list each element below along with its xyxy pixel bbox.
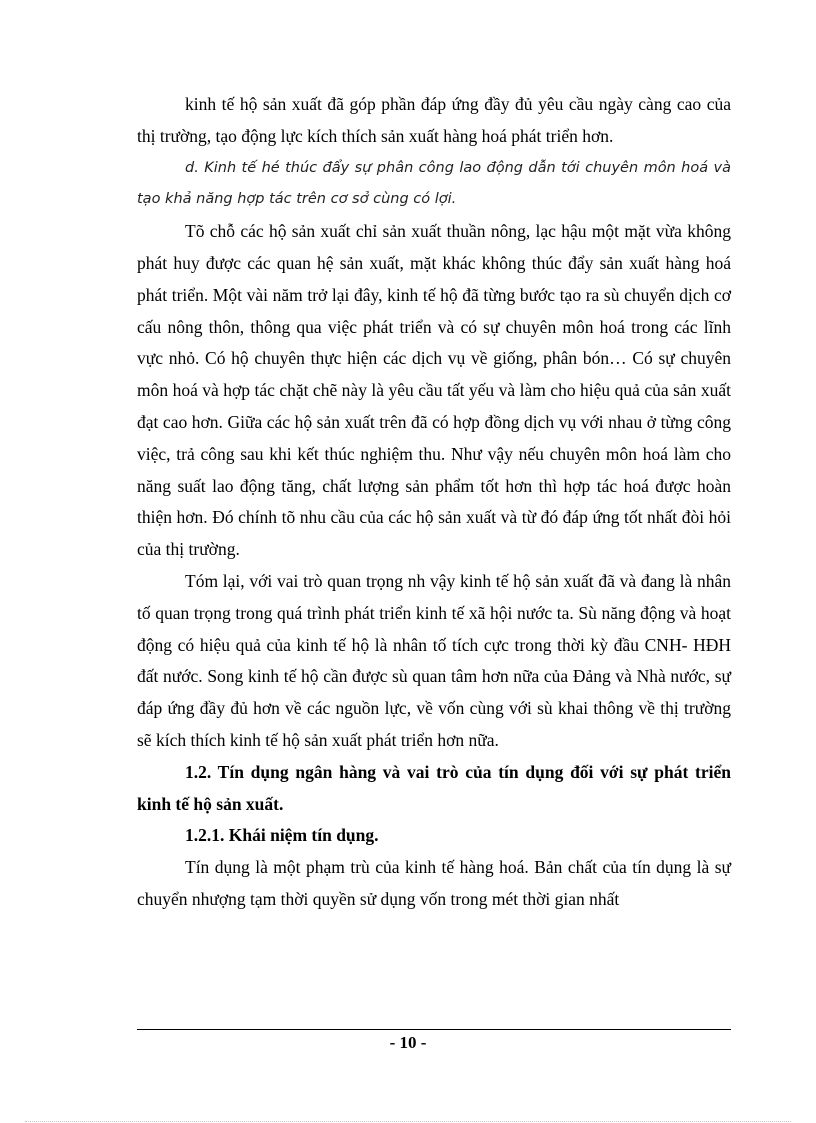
paragraph-market-demand: kinh tế hộ sản xuất đã góp phần đáp ứng đầy đủ yêu cầu ngày càng cao của thị trường, tạo động lực kích thích sản xuất hàng hoá phát triển hơn. xyxy=(137,94,731,146)
paragraph-credit-definition: Tín dụng là một phạm trù của kinh tế hàng hoá. Bản chất của tín dụng là sự chuyển nhượng tạm thời quyền sử dụng vốn trong mét thời gian nhất xyxy=(137,857,731,909)
page-number: - 10 - xyxy=(389,1033,427,1052)
footer-divider xyxy=(137,1029,731,1030)
paragraph-summary: Tóm lại, với vai trò quan trọng nh vậy kinh tế hộ sản xuất đã và đang là nhân tố quan trọng trong quá trình phát triển kinh tế xã hội nước ta. Sù năng động và hoạt động có hiệu quả của kinh tế hộ là nhân tố tích cực trong thời kỳ đầu CNH- HĐH đất nước. Song kinh tế hộ cần được sù quan tâm hơn nữa của Đảng và Nhà nước, sự đáp ứng đầy đủ hơn về các nguồn lực, về vốn cùng với sù khai thông về thị trường sẽ kích thích kinh tế hộ sản xuất phát triển hơn nữa. xyxy=(137,570,731,750)
subsection-d-italic: d. Kinh tế hé thúc đẩy sự phân công lao động dẫn tới chuyên môn hoá và tạo khả năng hợp tác trên cơ sở cùng có lợi. xyxy=(137,159,731,208)
page-bottom-dotted-border xyxy=(25,1121,791,1122)
paragraph-specialization: Tõ chỗ các hộ sản xuất chỉ sản xuất thuần nông, lạc hậu một mặt vừa không phát huy được các quan hệ sản xuất, mặt khác không thúc đẩy sản xuất hàng hoá phát triển. Một vài năm trở lại đây, kinh tế hộ đã từng bước tạo ra sù chuyển dịch cơ cấu nông thôn, thông qua việc phát triển và có sự chuyên môn hoá trong các lĩnh vực nhỏ. Có hộ chuyên thực hiện các dịch vụ về giống, phân bón… Có sự chuyên môn hoá và hợp tác chặt chẽ này là yêu cầu tất yếu và làm cho hiệu quả của sản xuất đạt cao hơn. Giữa các hộ sản xuất trên đã có hợp đồng dịch vụ với nhau ở từng công việc, trả công sau khi kết thúc nghiệm thu. Như vậy nếu chuyên môn hoá làm cho năng suất lao động tăng, chất lượng sản phẩm tốt hơn thì hợp tác hoá được hoàn thiện hơn. Đó chính tõ nhu cầu của các hộ sản xuất và từ đó đáp ứng tốt nhất đòi hỏi của thị trường. xyxy=(137,221,731,560)
page-body xyxy=(137,89,731,916)
section-heading-1-2-1: 1.2.1. Khái niệm tín dụng. xyxy=(185,825,379,846)
section-heading-1-2: 1.2. Tín dụng ngân hàng và vai trò của tín dụng đối với sự phát triển kinh tế hộ sản xuất. xyxy=(137,761,731,814)
